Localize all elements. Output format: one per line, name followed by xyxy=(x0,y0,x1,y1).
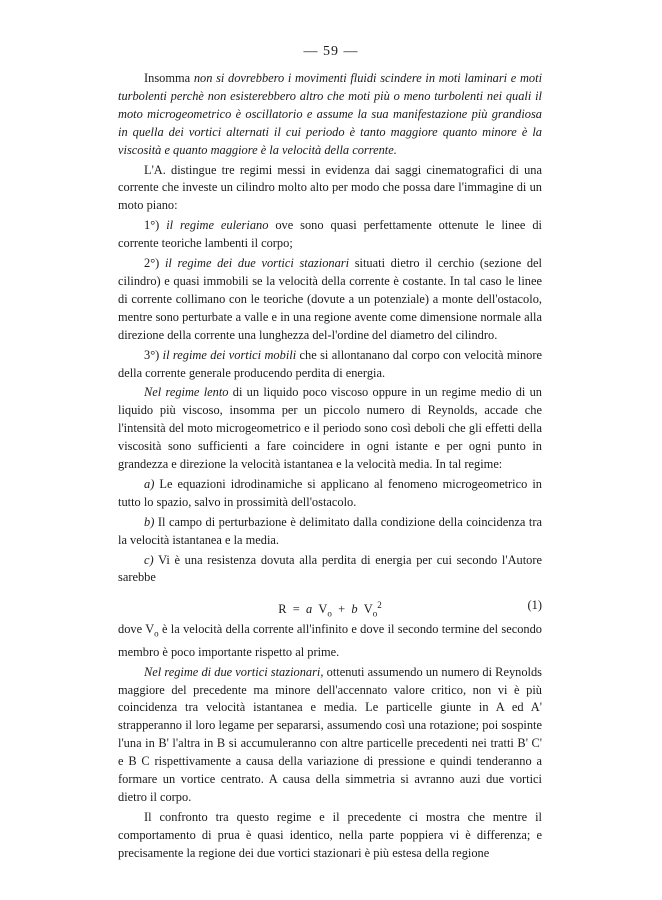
equation xyxy=(118,591,542,619)
text-segment: il regime dei vortici mobili xyxy=(162,347,297,362)
paragraph-p6 xyxy=(118,384,542,474)
paragraph-p5 xyxy=(118,347,542,383)
text-segment: situati dietro il cerchio (sezione del cilindro) e quasi immobili se la velocità della corrente è costante. In tal caso le linee di corrente collimano con le teoriche (dovute a un potenziale) a monte dell'ostacolo, mentre sono perturbate a valle e in una regione avente come dimensione normale alla direzione della corrente una lunghezza del-l'ordine del diametro del cilindro. xyxy=(118,256,542,342)
text-segment: è la velocità della corrente all'infinito e dove il secondo termine del secondo membro è poco importante rispetto al prime. xyxy=(118,622,542,659)
paragraph-p1 xyxy=(118,70,542,160)
paragraph-p4 xyxy=(118,255,542,345)
text-segment: Il campo di perturbazione è delimitato dalla condizione della coincidenza tra la velocità istantanea e la media. xyxy=(118,514,542,547)
equation-coef-a: a xyxy=(306,602,313,617)
text-segment: dove V xyxy=(118,622,155,637)
text-segment: 2°) xyxy=(144,256,165,271)
paragraph-p7 xyxy=(118,476,542,512)
text-segment: ove sono quasi perfettamente ottenute le linee di corrente teoriche lambenti il corpo; xyxy=(118,218,543,251)
text-segment: di un liquido poco viscoso oppure in un regime medio di un liquido più viscoso, insomma per un piccolo numero di Reynolds, accade che l'intensità del moto microgeometrico e il periodo sono così deboli che gli effetti della viscosità sono sufficienti a fare coincidere in ogni istante e per ogni punto in grandezza e direzione la velocità istantanea e la velocità media. In tal regime: xyxy=(118,385,543,472)
paragraph-p9 xyxy=(118,552,542,588)
equation-exponent: 2 xyxy=(377,600,382,611)
equation-coef-b: b xyxy=(351,602,358,617)
text-segment: Insomma xyxy=(144,71,194,85)
paragraph-p10 xyxy=(118,621,542,661)
text-segment: L'A. distingue tre regimi messi in evidenza dai saggi cinematografici di una corrente che investe un cilindro molto alto per modo che possa dare l'immagine di un moto piano: xyxy=(118,162,542,213)
equation-lhs: R xyxy=(278,602,287,617)
equation-equals: = xyxy=(292,602,300,617)
paragraph-p2 xyxy=(118,162,542,216)
text-segment: Vi è una resistenza dovuta alla perdita di energia per cui secondo l'Autore sarebbe xyxy=(118,552,542,585)
text-segment: Il confronto tra questo regime e il precedente ci mostra che mentre il comportamento di prua è quasi identico, nella parte poppiera vi è differenza; e precisamente la regione dei due vortici stazionari è più estesa della regione xyxy=(118,809,542,860)
text-body xyxy=(118,70,542,863)
page-number: — 59 — xyxy=(303,44,359,59)
text-segment: c) xyxy=(144,552,154,567)
text-segment: che si allontanano dal corpo con velocità minore della corrente generale producendo perdita di energia. xyxy=(118,347,542,380)
text-segment: il regime euleriano xyxy=(166,218,269,233)
text-segment: il regime dei due vortici stazionari xyxy=(164,256,350,271)
paragraphs-after-equation xyxy=(118,621,542,862)
text-segment: o xyxy=(154,628,159,639)
paragraph-p8 xyxy=(118,514,542,550)
paragraphs-before-equation xyxy=(118,70,542,587)
paragraph-p11 xyxy=(118,664,542,807)
text-segment: b) xyxy=(144,514,155,529)
text-segment: non si dovrebbero i movimenti fluidi scindere in moti laminari e moti turbolenti perchè non esisterebbero altro che moti più o meno turbolenti nei quali il moto microgeometrico è oscillatorio e assume la sua manifestazione più grandiosa in quella dei vortici alternati il cui periodo è tanto maggiore quanto minore è la viscosità e quanto maggiore è la velocità della corrente. xyxy=(118,71,543,157)
text-segment: Nel regime lento xyxy=(144,385,229,400)
equation-v2: V xyxy=(363,602,373,617)
equation-v1: V xyxy=(318,602,328,617)
equation-plus: + xyxy=(338,602,346,617)
text-segment: 1°) xyxy=(144,218,167,233)
equation-number: (1) xyxy=(527,598,542,613)
paragraph-p3 xyxy=(118,217,542,253)
equation-sub-2: o xyxy=(372,608,378,619)
text-segment: a) xyxy=(144,476,155,491)
text-segment: Nel regime di due vortici stazionari, xyxy=(144,664,324,679)
text-segment: 3°) xyxy=(144,347,163,362)
paragraph-p12 xyxy=(118,809,542,863)
text-segment: ottenuti assumendo un numero di Reynolds maggiore del precedente ma minore dell'accennato valore critico, non vi è più coincidenza tra velocità istantanea e media. Le particelle giunte in A ed A' strapperanno il loro legame per separarsi, assumendo così una rotazione; poi sospinte l'una in B' l'altra in B si accumuleranno con altre particelle precedenti nei tratti B' C' e B C rispettivamente a causa della variazione di pressione e quindi tenderanno a formare un vortice centrato. A causa della simmetria si avranno auzi due vortici dietro il corpo. xyxy=(118,664,542,804)
equation-sub-1: o xyxy=(327,608,332,619)
text-segment: Le equazioni idrodinamiche si applicano al fenomeno microgeometrico in tutto lo spazio, salvo in prossimità dell'ostacolo. xyxy=(118,476,542,509)
